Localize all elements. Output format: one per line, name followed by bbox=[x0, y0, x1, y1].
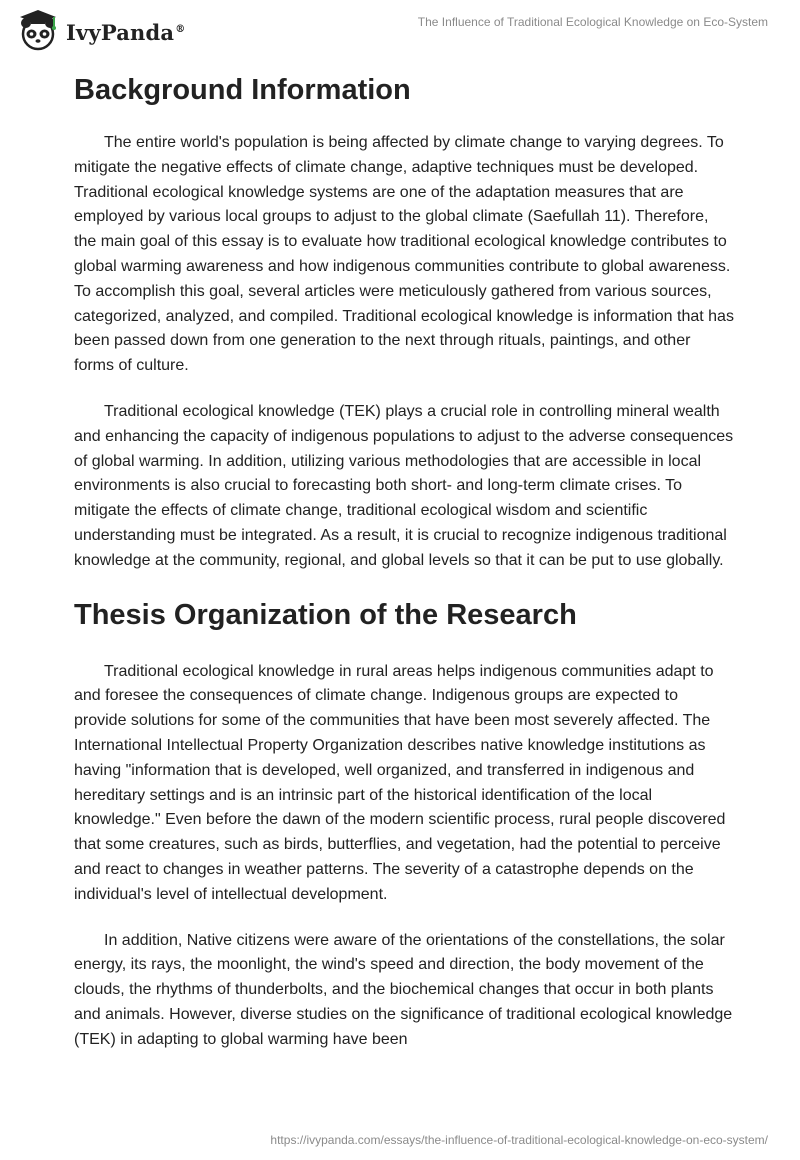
paragraph: In addition, Native citizens were aware of the orientations of the constellations, the solar energy, its rays, the moonlight, the wind's speed and direction, the body movement of the clouds, the rhythms of thunderbolts, and the biochemical changes that occur in both plants and animals. However, diverse studies on the significance of traditional ecological knowledge (TEK) in adapting to global warming have been bbox=[74, 931, 733, 1048]
brand-name: IvyPanda® bbox=[66, 19, 186, 45]
section-heading: Background Information bbox=[74, 74, 411, 106]
paragraph: Traditional ecological knowledge (TEK) plays a crucial role in controlling mineral wealth and enhancing the capacity of indigenous populations to adjust to the adverse consequences of global warming. In addition, utilizing various methodologies that are accessible in local environments is also crucial to forecasting both short- and long-term climate crises. To mitigate the effects of climate change, traditional ecological wisdom and scientific understanding must be integrated. As a result, it is crucial to recognize indigenous traditional knowledge at the community, regional, and global levels so that it can be put to use globally. bbox=[74, 402, 734, 569]
ivypanda-logo[interactable] bbox=[16, 8, 185, 52]
paragraph: Traditional ecological knowledge in rural areas helps indigenous communities adapt to and foresee the consequences of climate change. Indigenous groups are expected to provide solutions for some of the communities that have been most severely affected. The International Intellectual Property Organization describes native knowledge institutions as having "information that is developed, well organized, and transferred in indigenous and hereditary settings and is an intrinsic part of the historical identification of the local knowledge." Even before the dawn of the modern scientific process, rural people discovered that some creatures, such as birds, butterflies, and vegetation, had the potential to perceive and react to changes in weather patterns. The severity of a catastrophe depends on the individual's level of intellectual development. bbox=[74, 662, 726, 903]
document-title: The Influence of Traditional Ecological Knowledge on Eco-System bbox=[417, 15, 768, 29]
essay-content bbox=[74, 70, 734, 1053]
panda-graduate-icon bbox=[16, 8, 60, 52]
source-url[interactable]: https://ivypanda.com/essays/the-influence-of-traditional-ecological-knowledge-on-eco-system/ bbox=[270, 1133, 768, 1147]
section-heading: Thesis Organization of the Research bbox=[74, 598, 577, 631]
page-header bbox=[0, 0, 800, 60]
paragraph: The entire world's population is being affected by climate change to varying degrees. To mitigate the negative effects of climate change, adaptive techniques must be developed. Traditional ecological knowledge systems are one of the adaptation measures that are employed by various local groups to adjust to the global climate (Saefullah 11). Therefore, the main goal of this essay is to evaluate how traditional ecological knowledge contributes to global warming awareness and how indigenous communities contribute to global awareness. To accomplish this goal, several articles were meticulously gathered from various sources, categorized, analyzed, and compiled. Traditional ecological knowledge is information that has been passed down from one generation to the next through rituals, paintings, and other forms of culture. bbox=[74, 134, 734, 375]
